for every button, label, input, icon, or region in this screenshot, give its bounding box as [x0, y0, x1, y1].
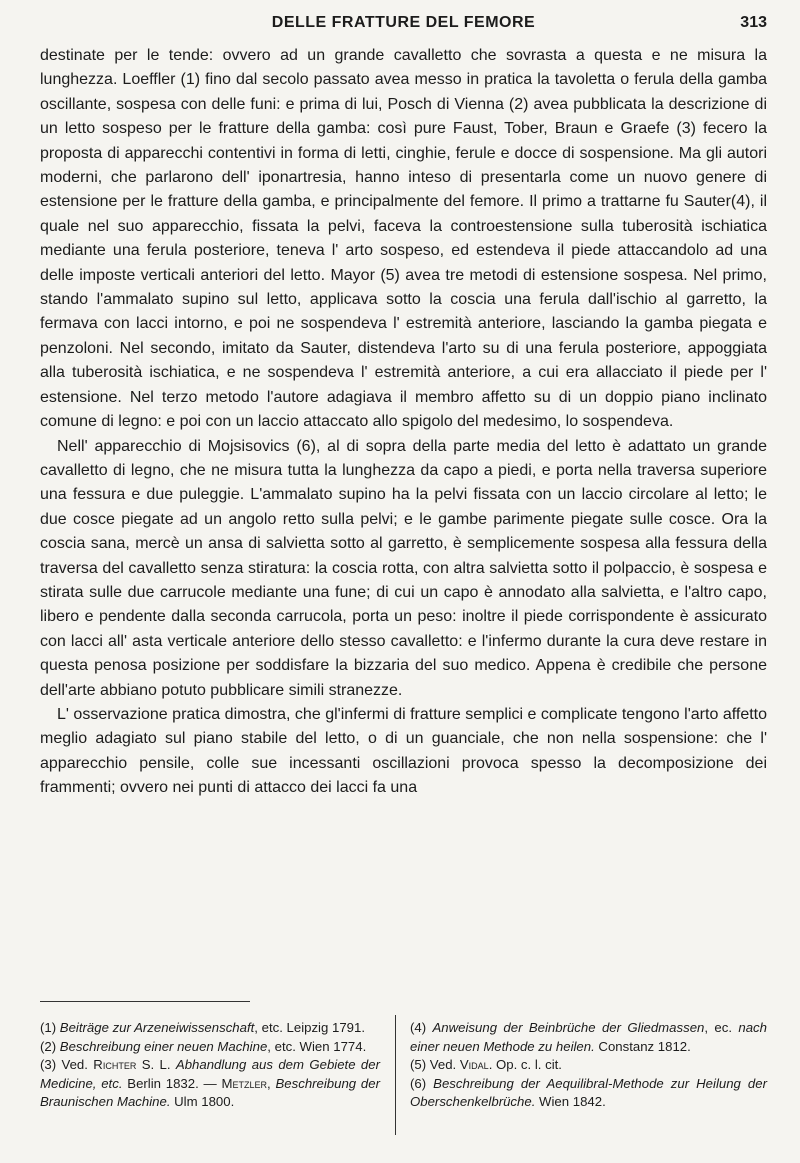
footnote-number: (1)	[40, 1020, 57, 1035]
footnote-title: Beschreibung einer neuen Machine	[59, 1038, 268, 1054]
footnote-number: (5)	[410, 1057, 427, 1073]
footnote-prefix: Ved.	[61, 1057, 94, 1073]
footnote-details: Constanz 1812.	[594, 1038, 691, 1054]
footnote-author: Vidal	[459, 1057, 489, 1073]
footnote-author: Richter	[93, 1057, 137, 1073]
footnote-details-2: Ulm 1800.	[170, 1094, 235, 1110]
footnote-2	[40, 1038, 380, 1057]
footnote-title: Anweisung der Beinbrüche der Gliedmassen	[432, 1020, 705, 1035]
footnote-details: , etc. Leipzig 1791.	[254, 1020, 365, 1035]
footnote-3	[40, 1056, 380, 1112]
running-title: DELLE FRATTURE DEL FEMORE	[271, 14, 536, 31]
footnote-details: Wien 1842.	[535, 1094, 606, 1110]
footnote-title: Beiträge zur Arzeneiwissenschaft	[59, 1020, 255, 1035]
paragraph-3: L' osservazione pratica dimostra, che gl'infermi di fratture semplici e complicate tengono l'arto affetto meglio adagiato sul piano stabile del letto, o di un guanciale, che non nella sospensione: che l' apparecchio pensile, colle sue incessanti oscillazioni provoca spesso la decomposizione dei frammenti; ovvero nei punti di attacco dei lacci fa una	[40, 705, 767, 797]
footnote-initials: S. L.	[136, 1057, 176, 1073]
footnote-number: (6)	[410, 1075, 427, 1091]
footnote-title-2: Beschreibung der Braunischen Machine.	[40, 1075, 380, 1110]
footnote-6	[410, 1075, 767, 1112]
footnote-5	[410, 1056, 767, 1075]
footnote-1	[40, 1019, 380, 1038]
footnote-details: , etc. Wien 1774.	[267, 1038, 367, 1054]
page-header	[40, 12, 767, 40]
footnote-prefix: Ved.	[429, 1057, 460, 1073]
footnote-details: Berlin 1832. —	[122, 1075, 222, 1091]
footnotes-left-column	[40, 1019, 380, 1112]
footnote-number: (2)	[40, 1038, 57, 1054]
main-text	[40, 44, 767, 801]
footnote-details: . Op. c. l. cit.	[488, 1057, 562, 1073]
footnote-column-rule	[395, 1015, 396, 1135]
paragraph-2: Nell' apparecchio di Mojsisovics (6), al di sopra della parte media del letto è adattato un grande cavalletto di legno, che ne misura tutta la lunghezza da capo a piedi, e porta nella traversa superiore una fessura e due puleggie. L'ammalato supino ha la pelvi fissata con un laccio circolare al letto; le due cosce piegate ad un angolo retto sulla pelvi; e le gambe parimente piegate sulle cosce. Ora la coscia sana, mercè un ansa di salvietta sotto al garretto, è semplicemente sospesa alla fessura della traversa del cavalletto senza stiratura: la coscia rotta, con altra salvietta sotto il polpaccio, è sospesa e stirata sulle due carrucole mediante una fune; di cui un capo è annodato alla salvietta, e l'altro capo, libero e pendente dalla seconda carrucola, porta un peso: inoltre il piede corrispondente è assicurato con lacci all' asta verticale anteriore dello stesso cavalletto: e l'infermo durante la cura deve restare in questa penosa posizione per soddisfare la bizzaria del suo medico. Appena è credibile che persone dell'arte abbiano potuto pubblicare simili stranezze.	[40, 437, 767, 699]
footnote-4	[410, 1019, 767, 1056]
footnotes-right-column	[410, 1019, 767, 1112]
footnote-title: Abhandlung aus dem Gebiete der Medicine, etc.	[40, 1057, 380, 1091]
footnotes	[40, 1001, 767, 1141]
footnote-divider	[40, 1001, 250, 1002]
footnote-number: (4)	[410, 1020, 427, 1035]
footnote-mid: , ec.	[704, 1020, 739, 1035]
footnote-title: Beschreibung der Aequilibral-Methode zur Heilung der Oberschenkelbrüche.	[410, 1075, 767, 1110]
paragraph-1: destinate per le tende: ovvero ad un grande cavalletto che sovrasta a questa e ne misura la lunghezza. Loeffler (1) fino dal secolo passato avea messo in pratica la tavoletta o ferula della gamba oscillante, sospesa con delle funi: e prima di lui, Posch di Vienna (2) avea pubblicata la descrizione di un letto sospeso per le fratture della gamba: così pure Faust, Tober, Braun e Graefe (3) fecero la proposta di apparecchi contentivi in forma di letti, cinghie, ferule e docce di sospensione. Ma gli autori moderni, che parlarono dell' iponartresia, hanno inteso di presentarla come un nuovo genere di estensione per le fratture della gamba, e principalmente del femore. Il primo a trattarne fu Sauter(4), il quale nel suo apparecchio, fissata la pelvi, faceva la controestensione sulla tuberosità ischiatica mediante una ferula posteriore, teneva l' arto sospeso, ed estendeva il piede attaccandolo ad una delle imposte verticali anteriori del letto. Mayor (5) avea tre metodi di estensione sospesa. Nel primo, stando l'ammalato supino sul letto, applicava sotto la coscia una ferula dall'ischio al garretto, la fermava con lacci intorno, e poi ne sospendeva l' estremità anteriore, lasciando la gamba piegata e penzoloni. Nel secondo, imitato da Sauter, distendeva l'arto su di una ferula posteriore, appoggiata alla tuberosità ischiatica, e ne sospendeva l' estremità anteriore, a cui era allacciato il piede per l' estensione. Nel terzo metodo l'autore adagiava il membro affetto su di un doppio piano inclinato comune di legno: e poi con un laccio attaccato allo spigolo del medesimo, lo sospendeva.	[40, 47, 767, 431]
footnote-separator: ,	[267, 1075, 271, 1091]
page-number: 313	[740, 14, 767, 31]
footnote-author-2: Metzler	[221, 1075, 268, 1091]
footnote-number: (3)	[40, 1057, 57, 1073]
footnote-title-2: nach einer neuen Methode zu heilen.	[410, 1020, 767, 1054]
